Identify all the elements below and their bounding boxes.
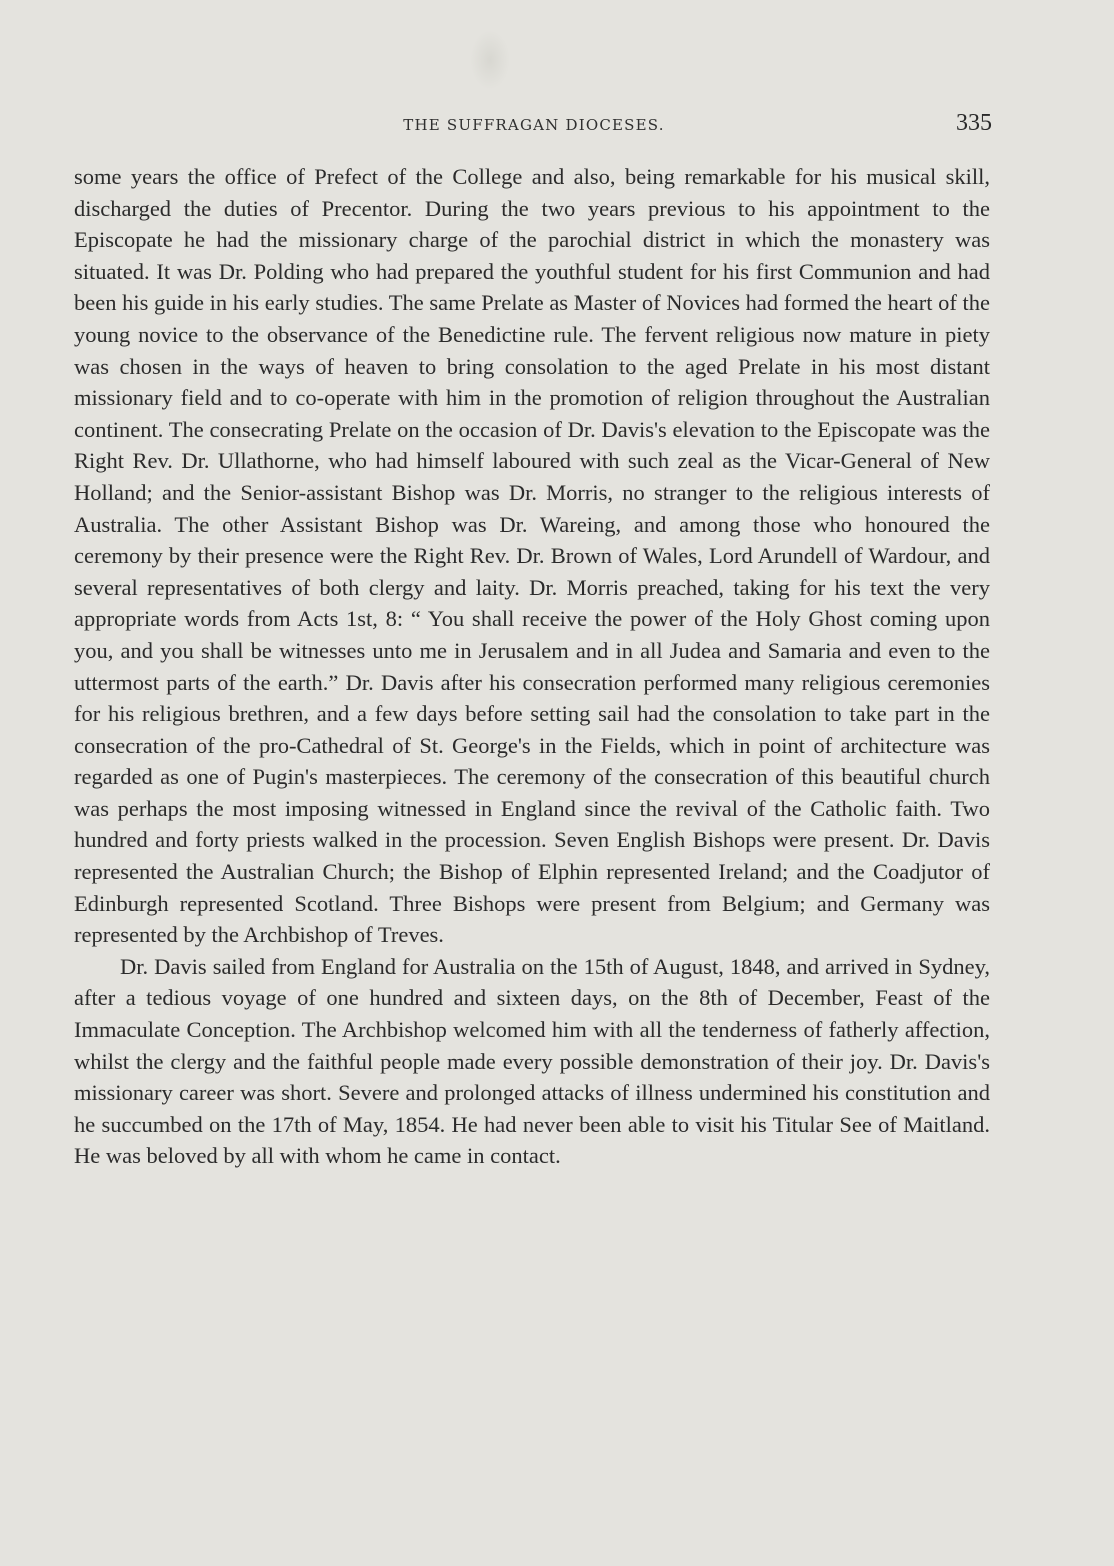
paragraph-continued: some years the office of Prefect of the College and also, being remarkable for his musical skill, discharged the duties of Precentor. During the two years previous to his appointment to the Episcopate he had the missionary charge of the parochial district in which the monastery was situated. It was Dr. Polding who had prepared the youthful student for his first Communion and had been his guide in his early studies. The same Prelate as Master of Novices had formed the heart of the young novice to the observance of the Benedictine rule. The fervent religious now mature in piety was chosen in the ways of heaven to bring consolation to the aged Prelate in his most distant missionary field and to co-operate with him in the promotion of religion throughout the Australian continent. The consecrating Prelate on the occasion of Dr. Davis's elevation to the Episcopate was the Right Rev. Dr. Ullathorne, who had himself laboured with such zeal as the Vicar-General of New Holland; and the Senior-assistant Bishop was Dr. Morris, no stranger to the religious interests of Australia. The other Assistant Bishop was Dr. Wareing, and among those who honoured the ceremony by their presence were the Right Rev. Dr. Brown of Wales, Lord Arundell of Wardour, and several representatives of both clergy and laity. Dr. Morris preached, taking for his text the very appropriate words from Acts 1st, 8: “ You shall receive the power of the Holy Ghost coming upon you, and you shall be witnesses unto me in Jerusalem and in all Judea and Samaria and even to the uttermost parts of the earth.” Dr. Davis after his consecration performed many religious ceremonies for his religious brethren, and a few days before setting sail had the consolation to take part in the consecration of the pro-Cathedral of St. George's in the Fields, which in point of architecture was regarded as one of Pugin's masterpieces. The ceremony of the consecration of this beautiful church was perhaps the most imposing witnessed in England since the revival of the Catholic faith. Two hundred and forty priests walked in the procession. Seven English Bishops were present. Dr. Davis represented the Australian Church; the Bishop of Elphin represented Ireland; and the Coadjutor of Edinburgh represented Scotland. Three Bishops were present from Belgium; and Germany was represented by the Archbishop of Treves. [74,164,990,948]
running-header [74,110,994,142]
body-text [74,161,990,1172]
running-title: THE SUFFRAGAN DIOCESES. [403,116,665,134]
paragraph-davis-voyage: Dr. Davis sailed from England for Australia on the 15th of August, 1848, and arrived in Sydney, after a tedious voyage of one hundred and sixteen days, on the 8th of December, Feast of the Immaculate Conception. The Archbishop welcomed him with all the tenderness of fatherly affection, whilst the clergy and the faithful people made every possible demonstration of their joy. Dr. Davis's missionary career was short. Severe and prolonged attacks of illness undermined his constitution and he succumbed on the 17th of May, 1854. He had never been able to visit his Titular See of Maitland. He was beloved by all with whom he came in contact. [74,953,990,1169]
paper-blemish [470,30,510,90]
page-number: 335 [956,110,992,136]
